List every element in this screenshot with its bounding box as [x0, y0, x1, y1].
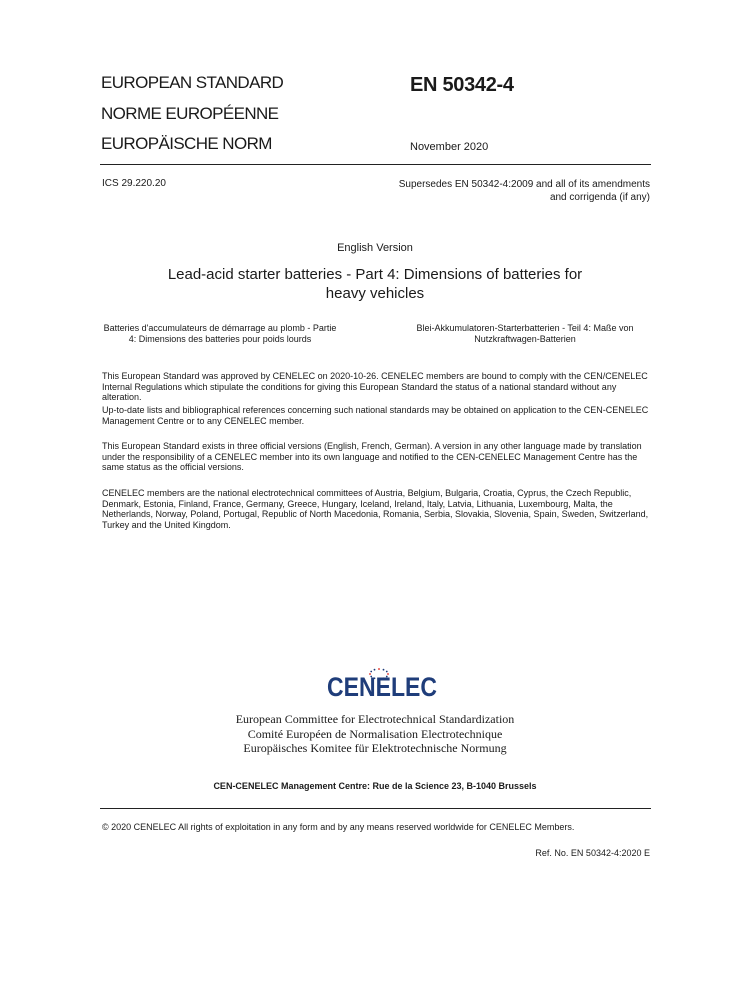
approval-paragraph: This European Standard was approved by CENELEC on 2020-10-26. CENELEC members are bound to comply with the CEN/CENELEC Internal Regulations which stipulate the conditions for giving this European Standard the status of a national standard without any alteration.	[102, 371, 648, 402]
reference-number: Ref. No. EN 50342-4:2020 E	[535, 848, 650, 858]
logo-star	[374, 669, 376, 671]
committee-name: Comité Européen de Normalisation Electrotechnique	[247, 726, 503, 741]
header-divider	[100, 164, 651, 165]
logo-text: CENELEC	[327, 672, 437, 702]
version-label: English Version	[337, 242, 413, 254]
standard-name-en: EUROPEAN STANDARD	[101, 73, 284, 92]
title-french	[100, 323, 340, 345]
standard-name-fr: NORME EUROPÉENNE	[101, 104, 279, 123]
ics-code: ICS 29.220.20	[102, 178, 166, 189]
title-german-line: Nutzkraftwagen-Batterien	[474, 334, 576, 344]
publication-date: November 2020	[410, 141, 489, 153]
members-paragraph: CENELEC members are the national electrotechnical committees of Austria, Belgium, Bulgaria, Croatia, Cyprus, the Czech Republic, Denmark, Estonia, Finland, France, Germany, Greece, Hungary, Iceland, Ireland, Italy, Latvia, Lithuania, Luxembourg, Malta, the Netherlands, Norway, Poland, Portugal, Republic of North Macedonia, Romania, Serbia, Slovakia, Slovenia, Spain, Sweden, Switzerland, Turkey and the United Kingdom.	[102, 488, 649, 530]
lists-paragraph: Up-to-date lists and bibliographical references concerning such national standards may be obtained on application to the CEN-CENELEC Management Centre or to any CENELEC member.	[102, 405, 649, 426]
title-french-line: 4: Dimensions des batteries pour poids lourds	[128, 334, 312, 344]
standard-number: EN 50342-4	[410, 74, 514, 96]
title-line: Lead-acid starter batteries - Part 4: Dimensions of batteries for	[167, 266, 583, 283]
logo-star	[378, 668, 380, 670]
cenelec-logo	[322, 660, 442, 702]
footer-divider	[100, 808, 651, 809]
supersedes-note	[330, 178, 650, 204]
management-centre-address: CEN-CENELEC Management Centre: Rue de la Science 23, B-1040 Brussels	[213, 781, 537, 791]
logo-star	[383, 669, 385, 671]
committee-name: European Committee for Electrotechnical Standardization	[235, 712, 515, 726]
title-german-line: Blei-Akkumulatoren-Starterbatterien - Teil 4: Maße von	[416, 323, 634, 333]
title-german	[400, 323, 650, 345]
title-french-line: Batteries d'accumulateurs de démarrage au plomb - Partie	[103, 323, 337, 333]
title-line: heavy vehicles	[325, 285, 425, 302]
committee-name: Europäisches Komitee für Elektrotechnische Normung	[243, 741, 507, 755]
versions-paragraph: This European Standard exists in three official versions (English, French, German). A version in any other language made by translation under the responsibility of a CENELEC member into its own language and notified to the CEN-CENELEC Management Centre has the same status as the official versions.	[102, 441, 642, 472]
document-title	[150, 265, 600, 303]
copyright-notice: © 2020 CENELEC All rights of exploitation in any form and by any means reserved worldwide for CENELEC Members.	[102, 822, 575, 832]
supersedes-line: Supersedes EN 50342-4:2009 and all of its amendments	[398, 179, 650, 190]
standard-name-de: EUROPÄISCHE NORM	[101, 134, 272, 153]
committee-names	[0, 712, 750, 756]
supersedes-line: and corrigenda (if any)	[549, 192, 650, 203]
